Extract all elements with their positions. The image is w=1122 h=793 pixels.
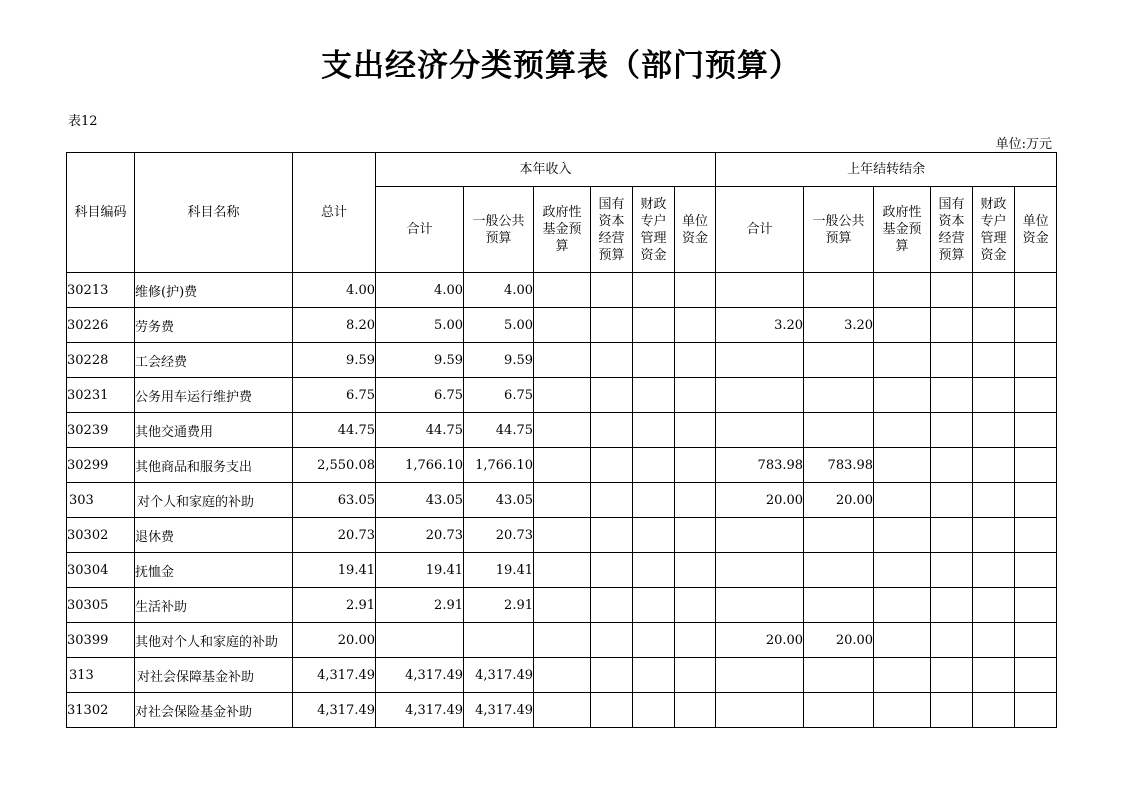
code-cell: 30231	[67, 378, 135, 413]
total-cell: 63.05	[293, 483, 376, 518]
current-subtotal-cell: 19.41	[376, 553, 464, 588]
carry-state-capital-cell	[931, 658, 973, 693]
budget-table	[66, 152, 1057, 728]
header-current-unit-funds: 单位 资金	[675, 187, 716, 273]
carry-unit-funds-cell	[1015, 483, 1057, 518]
header-current-special-account: 财政 专户 管理 资金	[633, 187, 675, 273]
carry-unit-funds-cell	[1015, 623, 1057, 658]
current-general-cell: 4,317.49	[464, 658, 534, 693]
current-state-capital-cell	[591, 518, 633, 553]
carry-special-account-cell	[973, 623, 1015, 658]
carry-general-cell	[804, 518, 874, 553]
carry-general-cell: 3.20	[804, 308, 874, 343]
current-subtotal-cell: 2.91	[376, 588, 464, 623]
total-cell: 2,550.08	[293, 448, 376, 483]
current-state-capital-cell	[591, 623, 633, 658]
current-subtotal-cell: 4,317.49	[376, 658, 464, 693]
table-row	[67, 553, 1057, 588]
current-state-capital-cell	[591, 588, 633, 623]
carry-special-account-cell	[973, 693, 1015, 728]
header-total: 总计	[293, 153, 376, 273]
header-carry-general: 一般公共 预算	[804, 187, 874, 273]
carry-general-cell: 20.00	[804, 623, 874, 658]
current-unit-funds-cell	[675, 343, 716, 378]
code-cell: 30228	[67, 343, 135, 378]
name-cell: 维修(护)费	[135, 273, 293, 308]
current-general-cell: 5.00	[464, 308, 534, 343]
table-body	[67, 273, 1057, 728]
code-cell: 31302	[67, 693, 135, 728]
current-general-cell: 20.73	[464, 518, 534, 553]
carry-unit-funds-cell	[1015, 308, 1057, 343]
carry-subtotal-cell	[716, 518, 804, 553]
carry-special-account-cell	[973, 658, 1015, 693]
carry-general-cell	[804, 553, 874, 588]
total-cell: 4,317.49	[293, 693, 376, 728]
current-general-cell: 44.75	[464, 413, 534, 448]
header-current-state-capital: 国有 资本 经营 预算	[591, 187, 633, 273]
name-cell: 劳务费	[135, 308, 293, 343]
carry-special-account-cell	[973, 518, 1015, 553]
carry-gov-fund-cell	[874, 693, 931, 728]
code-cell: 30226	[67, 308, 135, 343]
current-special-account-cell	[633, 623, 675, 658]
current-general-cell: 19.41	[464, 553, 534, 588]
current-gov-fund-cell	[534, 693, 591, 728]
total-cell: 6.75	[293, 378, 376, 413]
current-gov-fund-cell	[534, 448, 591, 483]
current-subtotal-cell: 1,766.10	[376, 448, 464, 483]
carry-gov-fund-cell	[874, 658, 931, 693]
code-cell: 30304	[67, 553, 135, 588]
name-cell: 对社会保障基金补助	[135, 658, 293, 693]
current-gov-fund-cell	[534, 343, 591, 378]
carry-subtotal-cell	[716, 343, 804, 378]
table-row	[67, 693, 1057, 728]
current-gov-fund-cell	[534, 413, 591, 448]
code-cell: 30299	[67, 448, 135, 483]
carry-gov-fund-cell	[874, 343, 931, 378]
current-subtotal-cell: 4.00	[376, 273, 464, 308]
carry-general-cell: 20.00	[804, 483, 874, 518]
total-cell: 9.59	[293, 343, 376, 378]
carry-subtotal-cell	[716, 693, 804, 728]
carry-gov-fund-cell	[874, 553, 931, 588]
name-cell: 对个人和家庭的补助	[135, 483, 293, 518]
carry-general-cell	[804, 658, 874, 693]
current-gov-fund-cell	[534, 658, 591, 693]
current-gov-fund-cell	[534, 588, 591, 623]
carry-subtotal-cell: 20.00	[716, 483, 804, 518]
current-state-capital-cell	[591, 308, 633, 343]
current-special-account-cell	[633, 693, 675, 728]
carry-special-account-cell	[973, 343, 1015, 378]
carry-unit-funds-cell	[1015, 273, 1057, 308]
carry-gov-fund-cell	[874, 518, 931, 553]
header-code: 科目编码	[67, 153, 135, 273]
carry-gov-fund-cell	[874, 623, 931, 658]
carry-gov-fund-cell	[874, 273, 931, 308]
current-special-account-cell	[633, 378, 675, 413]
carry-gov-fund-cell	[874, 378, 931, 413]
total-cell: 44.75	[293, 413, 376, 448]
table-row	[67, 273, 1057, 308]
table-row	[67, 588, 1057, 623]
current-state-capital-cell	[591, 378, 633, 413]
current-special-account-cell	[633, 413, 675, 448]
current-gov-fund-cell	[534, 623, 591, 658]
carry-state-capital-cell	[931, 448, 973, 483]
current-state-capital-cell	[591, 413, 633, 448]
current-state-capital-cell	[591, 343, 633, 378]
current-unit-funds-cell	[675, 518, 716, 553]
table-row	[67, 308, 1057, 343]
code-cell: 30305	[67, 588, 135, 623]
carry-special-account-cell	[973, 588, 1015, 623]
name-cell: 抚恤金	[135, 553, 293, 588]
carry-state-capital-cell	[931, 518, 973, 553]
current-unit-funds-cell	[675, 273, 716, 308]
header-current-general: 一般公共 预算	[464, 187, 534, 273]
current-general-cell: 9.59	[464, 343, 534, 378]
current-general-cell: 6.75	[464, 378, 534, 413]
carry-unit-funds-cell	[1015, 413, 1057, 448]
name-cell: 其他交通费用	[135, 413, 293, 448]
current-special-account-cell	[633, 588, 675, 623]
carry-subtotal-cell	[716, 658, 804, 693]
carry-gov-fund-cell	[874, 483, 931, 518]
current-unit-funds-cell	[675, 483, 716, 518]
table-row	[67, 413, 1057, 448]
name-cell: 工会经费	[135, 343, 293, 378]
carry-state-capital-cell	[931, 483, 973, 518]
carry-state-capital-cell	[931, 343, 973, 378]
code-cell: 30399	[67, 623, 135, 658]
code-cell: 30302	[67, 518, 135, 553]
total-cell: 20.00	[293, 623, 376, 658]
carry-gov-fund-cell	[874, 588, 931, 623]
carry-unit-funds-cell	[1015, 378, 1057, 413]
carry-special-account-cell	[973, 553, 1015, 588]
total-cell: 8.20	[293, 308, 376, 343]
current-unit-funds-cell	[675, 588, 716, 623]
carry-unit-funds-cell	[1015, 588, 1057, 623]
current-state-capital-cell	[591, 693, 633, 728]
header-carry-unit-funds: 单位 资金	[1015, 187, 1057, 273]
current-gov-fund-cell	[534, 378, 591, 413]
code-cell: 30239	[67, 413, 135, 448]
current-state-capital-cell	[591, 553, 633, 588]
carry-subtotal-cell	[716, 553, 804, 588]
current-subtotal-cell: 4,317.49	[376, 693, 464, 728]
current-subtotal-cell: 44.75	[376, 413, 464, 448]
current-special-account-cell	[633, 343, 675, 378]
current-gov-fund-cell	[534, 273, 591, 308]
current-subtotal-cell: 9.59	[376, 343, 464, 378]
header-carryover: 上年结转结余	[716, 153, 1057, 187]
carry-gov-fund-cell	[874, 413, 931, 448]
carry-subtotal-cell: 783.98	[716, 448, 804, 483]
current-special-account-cell	[633, 658, 675, 693]
total-cell: 2.91	[293, 588, 376, 623]
current-unit-funds-cell	[675, 413, 716, 448]
current-special-account-cell	[633, 273, 675, 308]
carry-subtotal-cell: 3.20	[716, 308, 804, 343]
carry-special-account-cell	[973, 273, 1015, 308]
current-gov-fund-cell	[534, 553, 591, 588]
carry-gov-fund-cell	[874, 448, 931, 483]
carry-general-cell	[804, 588, 874, 623]
current-special-account-cell	[633, 483, 675, 518]
carry-state-capital-cell	[931, 378, 973, 413]
name-cell: 退休费	[135, 518, 293, 553]
carry-unit-funds-cell	[1015, 693, 1057, 728]
name-cell: 其他商品和服务支出	[135, 448, 293, 483]
header-carry-state-capital: 国有 资本 经营 预算	[931, 187, 973, 273]
current-unit-funds-cell	[675, 553, 716, 588]
current-general-cell: 2.91	[464, 588, 534, 623]
current-special-account-cell	[633, 553, 675, 588]
table-number: 表12	[68, 114, 98, 129]
carry-gov-fund-cell	[874, 308, 931, 343]
total-cell: 20.73	[293, 518, 376, 553]
current-unit-funds-cell	[675, 693, 716, 728]
table-row	[67, 378, 1057, 413]
carry-special-account-cell	[973, 483, 1015, 518]
carry-unit-funds-cell	[1015, 448, 1057, 483]
total-cell: 19.41	[293, 553, 376, 588]
carry-subtotal-cell	[716, 273, 804, 308]
carry-subtotal-cell: 20.00	[716, 623, 804, 658]
carry-state-capital-cell	[931, 693, 973, 728]
code-cell: 303	[67, 483, 135, 518]
carry-special-account-cell	[973, 448, 1015, 483]
carry-special-account-cell	[973, 413, 1015, 448]
current-general-cell: 43.05	[464, 483, 534, 518]
code-cell: 313	[67, 658, 135, 693]
current-general-cell: 4,317.49	[464, 693, 534, 728]
carry-general-cell: 783.98	[804, 448, 874, 483]
carry-general-cell	[804, 273, 874, 308]
current-gov-fund-cell	[534, 483, 591, 518]
header-current-gov-fund: 政府性 基金预 算	[534, 187, 591, 273]
header-carry-subtotal: 合计	[716, 187, 804, 273]
current-gov-fund-cell	[534, 308, 591, 343]
table-row	[67, 518, 1057, 553]
carry-unit-funds-cell	[1015, 518, 1057, 553]
current-subtotal-cell: 6.75	[376, 378, 464, 413]
table-row	[67, 623, 1057, 658]
carry-general-cell	[804, 378, 874, 413]
name-cell: 生活补助	[135, 588, 293, 623]
page-title: 支出经济分类预算表（部门预算）	[321, 48, 801, 84]
table-row	[67, 448, 1057, 483]
current-special-account-cell	[633, 308, 675, 343]
current-subtotal-cell	[376, 623, 464, 658]
table-row	[67, 483, 1057, 518]
carry-state-capital-cell	[931, 588, 973, 623]
carry-state-capital-cell	[931, 308, 973, 343]
carry-subtotal-cell	[716, 413, 804, 448]
current-general-cell	[464, 623, 534, 658]
current-state-capital-cell	[591, 658, 633, 693]
current-unit-funds-cell	[675, 448, 716, 483]
carry-unit-funds-cell	[1015, 658, 1057, 693]
carry-subtotal-cell	[716, 588, 804, 623]
carry-state-capital-cell	[931, 413, 973, 448]
table-row	[67, 343, 1057, 378]
carry-unit-funds-cell	[1015, 553, 1057, 588]
current-general-cell: 4.00	[464, 273, 534, 308]
current-subtotal-cell: 5.00	[376, 308, 464, 343]
carry-general-cell	[804, 343, 874, 378]
carry-state-capital-cell	[931, 623, 973, 658]
current-gov-fund-cell	[534, 518, 591, 553]
name-cell: 公务用车运行维护费	[135, 378, 293, 413]
current-special-account-cell	[633, 518, 675, 553]
carry-general-cell	[804, 693, 874, 728]
code-cell: 30213	[67, 273, 135, 308]
current-unit-funds-cell	[675, 623, 716, 658]
header-current-subtotal: 合计	[376, 187, 464, 273]
current-state-capital-cell	[591, 448, 633, 483]
current-state-capital-cell	[591, 273, 633, 308]
table-row	[67, 658, 1057, 693]
name-cell: 对社会保险基金补助	[135, 693, 293, 728]
current-special-account-cell	[633, 448, 675, 483]
current-unit-funds-cell	[675, 308, 716, 343]
current-unit-funds-cell	[675, 658, 716, 693]
current-general-cell: 1,766.10	[464, 448, 534, 483]
name-cell: 其他对个人和家庭的补助	[135, 623, 293, 658]
carry-general-cell	[804, 413, 874, 448]
carry-state-capital-cell	[931, 553, 973, 588]
carry-state-capital-cell	[931, 273, 973, 308]
carry-unit-funds-cell	[1015, 343, 1057, 378]
carry-special-account-cell	[973, 308, 1015, 343]
header-name: 科目名称	[135, 153, 293, 273]
total-cell: 4,317.49	[293, 658, 376, 693]
current-unit-funds-cell	[675, 378, 716, 413]
header-current-year-income: 本年收入	[376, 153, 716, 187]
carry-subtotal-cell	[716, 378, 804, 413]
header-carry-special-account: 财政 专户 管理 资金	[973, 187, 1015, 273]
unit-label: 单位:万元	[995, 137, 1052, 152]
current-subtotal-cell: 43.05	[376, 483, 464, 518]
total-cell: 4.00	[293, 273, 376, 308]
current-subtotal-cell: 20.73	[376, 518, 464, 553]
carry-special-account-cell	[973, 378, 1015, 413]
current-state-capital-cell	[591, 483, 633, 518]
header-carry-gov-fund: 政府性 基金预 算	[874, 187, 931, 273]
